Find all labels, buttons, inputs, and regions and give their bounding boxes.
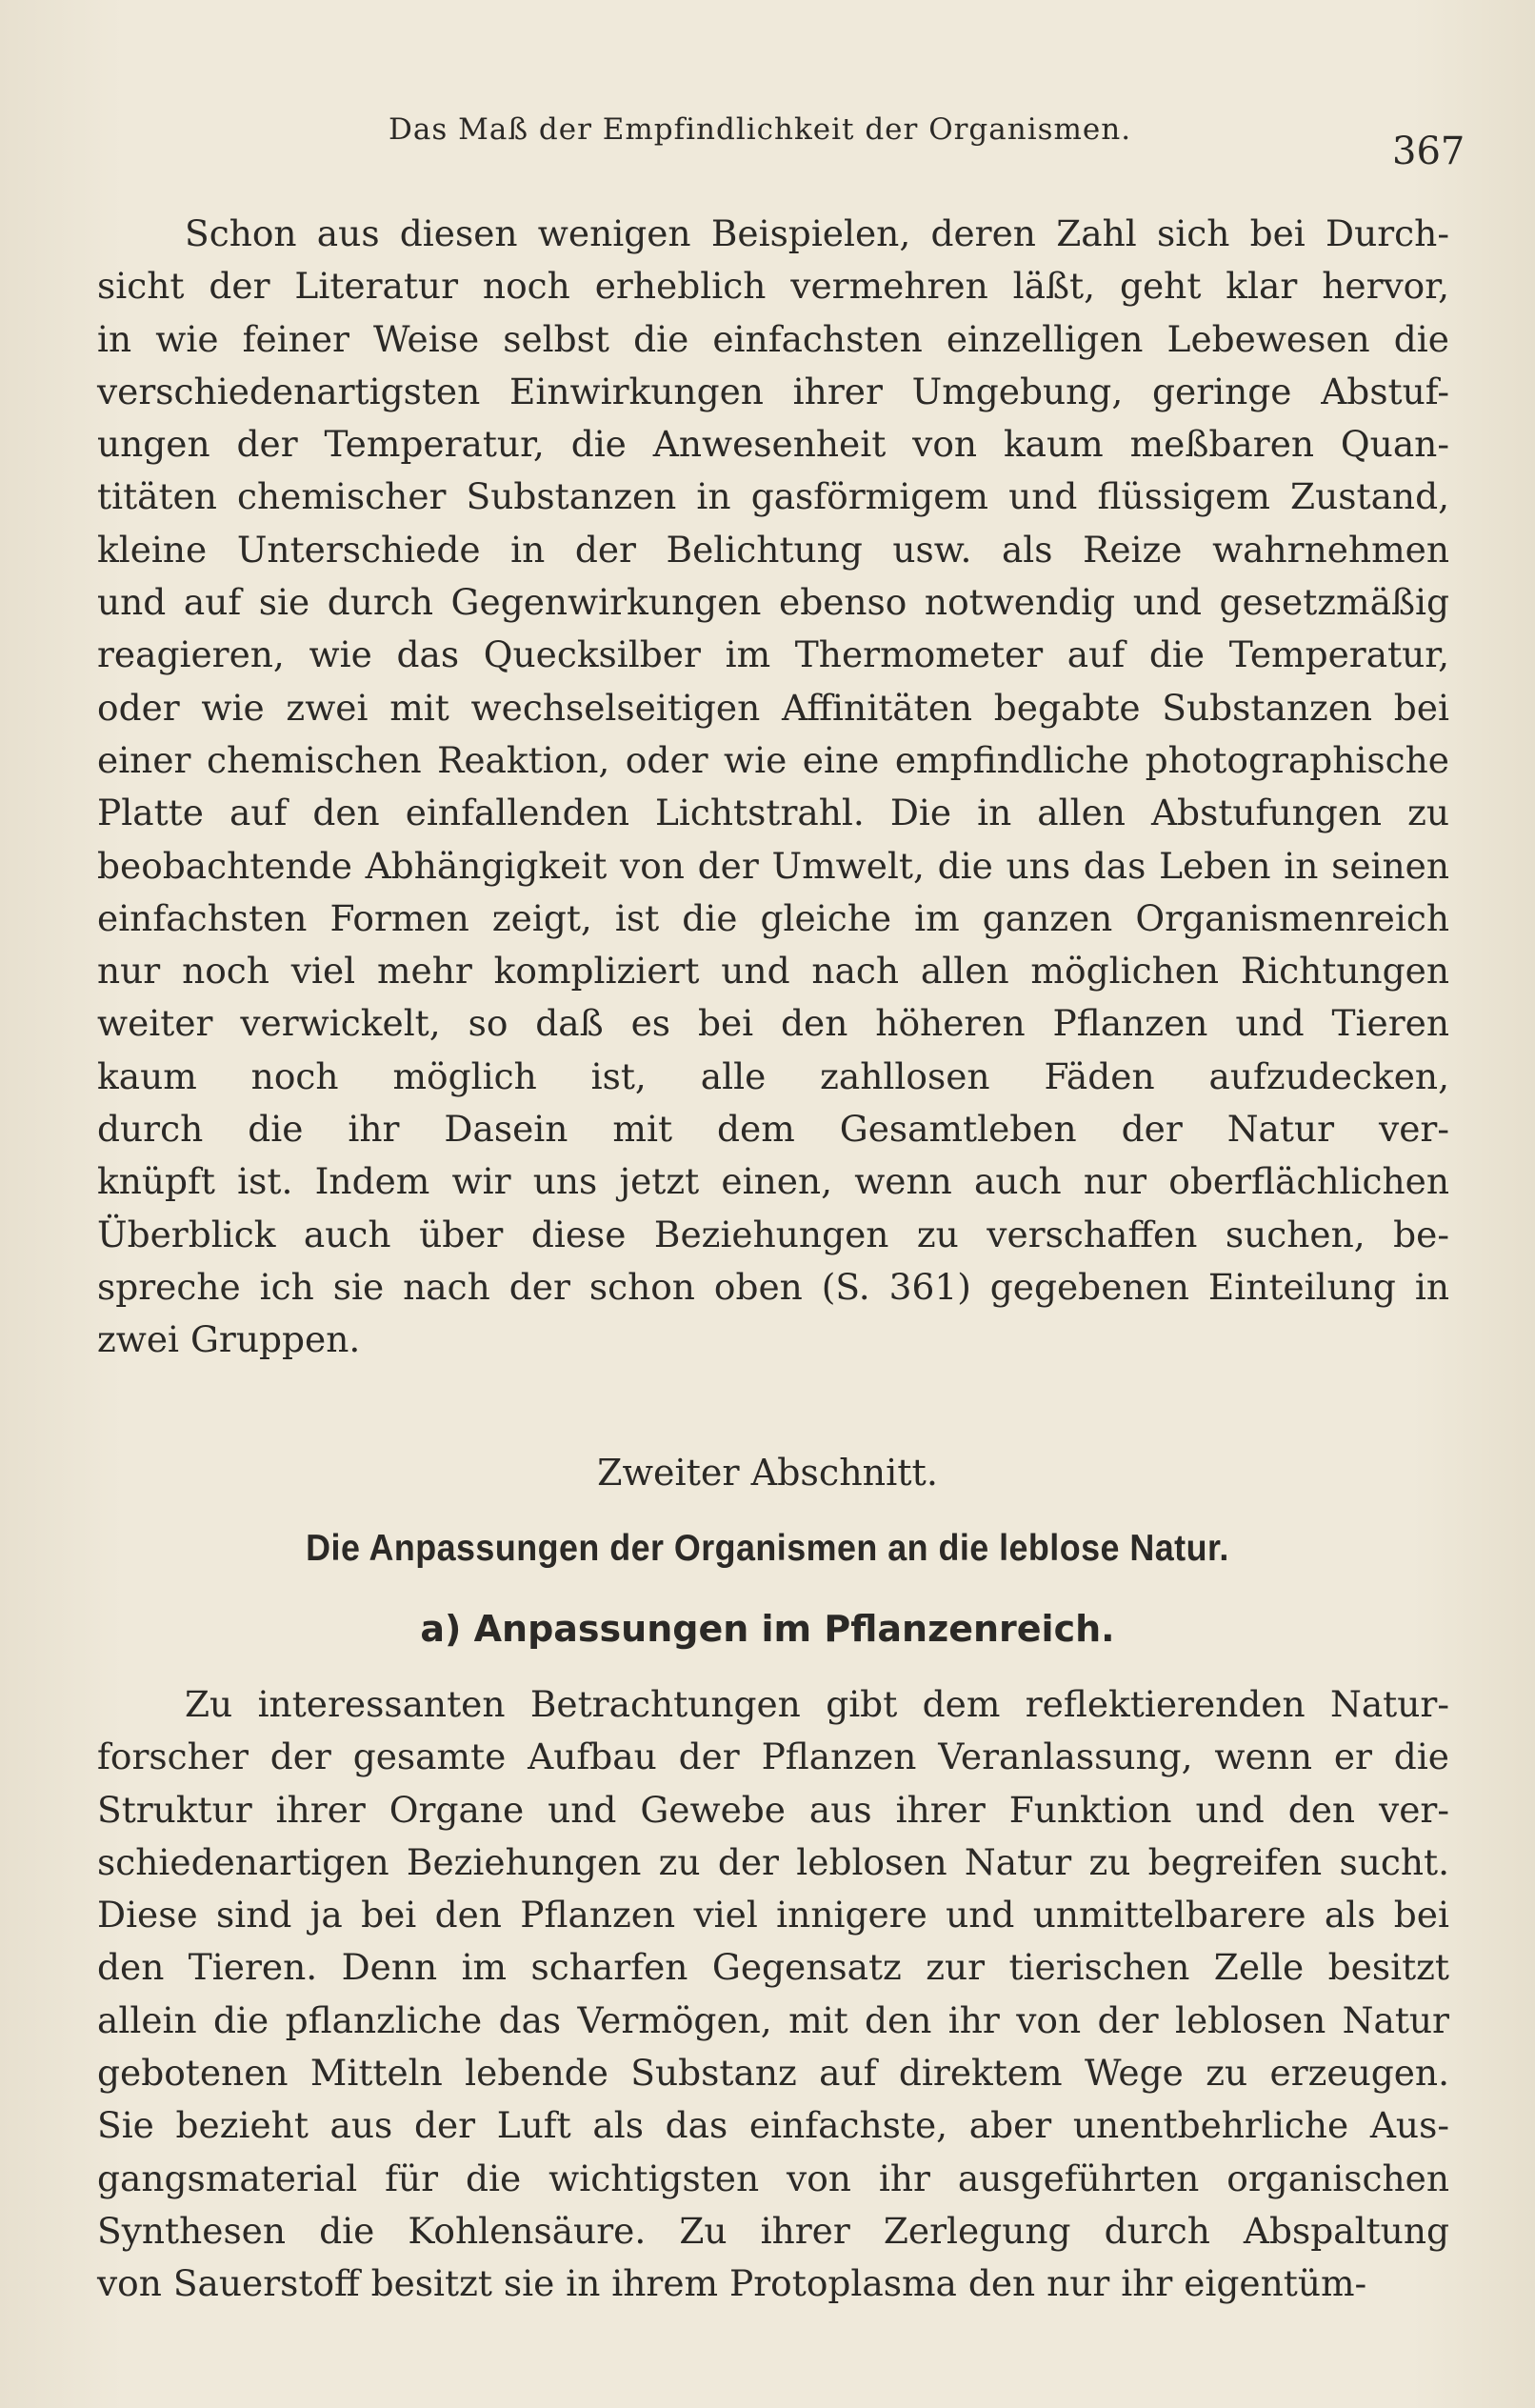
text-line: weiter verwickelt, so daß es bei den höheren Pflanzen und Tieren [97, 1002, 1449, 1045]
text-line: beobachtende Abhängigkeit von der Umwelt, die uns das Leben in seinen [97, 844, 1449, 887]
text-line: Sie bezieht aus der Luft als das einfachste, aber unentbehrliche Aus- [97, 2104, 1449, 2147]
section-title: Die Anpassungen der Organismen an die leblose Natur. [306, 1528, 1229, 1569]
paragraph-2 [97, 1678, 1449, 2311]
text-line: ungen der Temperatur, die Anwesenheit von kaum meßbaren Quan- [97, 423, 1449, 466]
text-line: Überblick auch über diese Beziehungen zu verschaffen suchen, be- [97, 1213, 1449, 1255]
text-line: Zu interessanten Betrachtungen gibt dem reflektierenden Natur- [185, 1683, 1449, 1725]
text-line: kaum noch möglich ist, alle zahllosen Fäden aufzudecken, [97, 1054, 1449, 1097]
section-label: Zweiter Abschnitt. [597, 1452, 938, 1494]
text-line: kleine Unterschiede in der Belichtung usw. als Reize wahrnehmen [97, 528, 1449, 571]
text-line: einer chemischen Reaktion, oder wie eine empfindliche photographische [97, 738, 1449, 781]
text-line: gebotenen Mitteln lebende Substanz auf direktem Wege zu erzeugen. [97, 2052, 1449, 2095]
text-line: allein die pflanzliche das Vermögen, mit den ihr von der leblosen Natur [97, 1998, 1449, 2041]
text-line: einfachsten Formen zeigt, ist die gleiche im ganzen Organismenreich [97, 896, 1449, 939]
text-line: Struktur ihrer Organe und Gewebe aus ihrer Funktion und den ver- [97, 1788, 1449, 1831]
text-line: reagieren, wie das Quecksilber im Thermometer auf die Temperatur, [97, 633, 1449, 676]
text-line: Synthesen die Kohlensäure. Zu ihrer Zerlegung durch Abspaltung [97, 2209, 1449, 2252]
text-line: sicht der Literatur noch erheblich vermehren läßt, geht klar hervor, [97, 265, 1449, 308]
text-line: Platte auf den einfallenden Lichtstrahl. Die in allen Abstufungen zu [97, 792, 1449, 834]
text-line: in wie feiner Weise selbst die einfachsten einzelligen Lebewesen die [97, 317, 1449, 360]
text-line: nur noch viel mehr kompliziert und nach allen möglichen Richtungen [97, 950, 1449, 993]
text-line: oder wie zwei mit wechselseitigen Affinitäten begabte Substanzen bei [97, 686, 1449, 729]
text-line: durch die ihr Dasein mit dem Gesamtleben der Natur ver- [97, 1108, 1449, 1151]
text-line: knüpft ist. Indem wir uns jetzt einen, wenn auch nur oberflächlichen [97, 1160, 1449, 1203]
text-line: forscher der gesamte Aufbau der Pflanzen Veranlassung, wenn er die [97, 1736, 1449, 1778]
text-line: spreche ich sie nach der schon oben (S. 361) gegebenen Einteilung in [97, 1265, 1449, 1308]
page-number: 367 [1392, 130, 1465, 173]
running-head: Das Maß der Empfindlichkeit der Organismen. [389, 112, 1132, 147]
text-line: verschiedenartigsten Einwirkungen ihrer Umgebung, geringe Abstuf- [97, 370, 1449, 412]
text-line: den Tieren. Denn im scharfen Gegensatz zur tierischen Zelle besitzt [97, 1946, 1449, 1989]
subsection-title: a) Anpassungen im Pflanzenreich. [420, 1608, 1115, 1650]
text-line: Schon aus diesen wenigen Beispielen, deren Zahl sich bei Durch- [185, 212, 1449, 254]
text-line: zwei Gruppen. [97, 1318, 361, 1361]
text-line: von Sauerstoff besitzt sie in ihrem Protoplasma den nur ihr eigentüm- [97, 2262, 1367, 2305]
text-line: gangsmaterial für die wichtigsten von ihr ausgeführten organischen [97, 2157, 1449, 2199]
text-line: titäten chemischer Substanzen in gasförmigem und flüssigem Zustand, [97, 475, 1449, 518]
text-line: schiedenartigen Beziehungen zu der leblosen Natur zu begreifen sucht. [97, 1840, 1449, 1883]
text-line: Diese sind ja bei den Pflanzen viel innigere und unmittelbarere als bei [97, 1894, 1449, 1936]
text-line: und auf sie durch Gegenwirkungen ebenso notwendig und gesetzmäßig [97, 581, 1449, 624]
paragraph-1 [97, 208, 1449, 1367]
